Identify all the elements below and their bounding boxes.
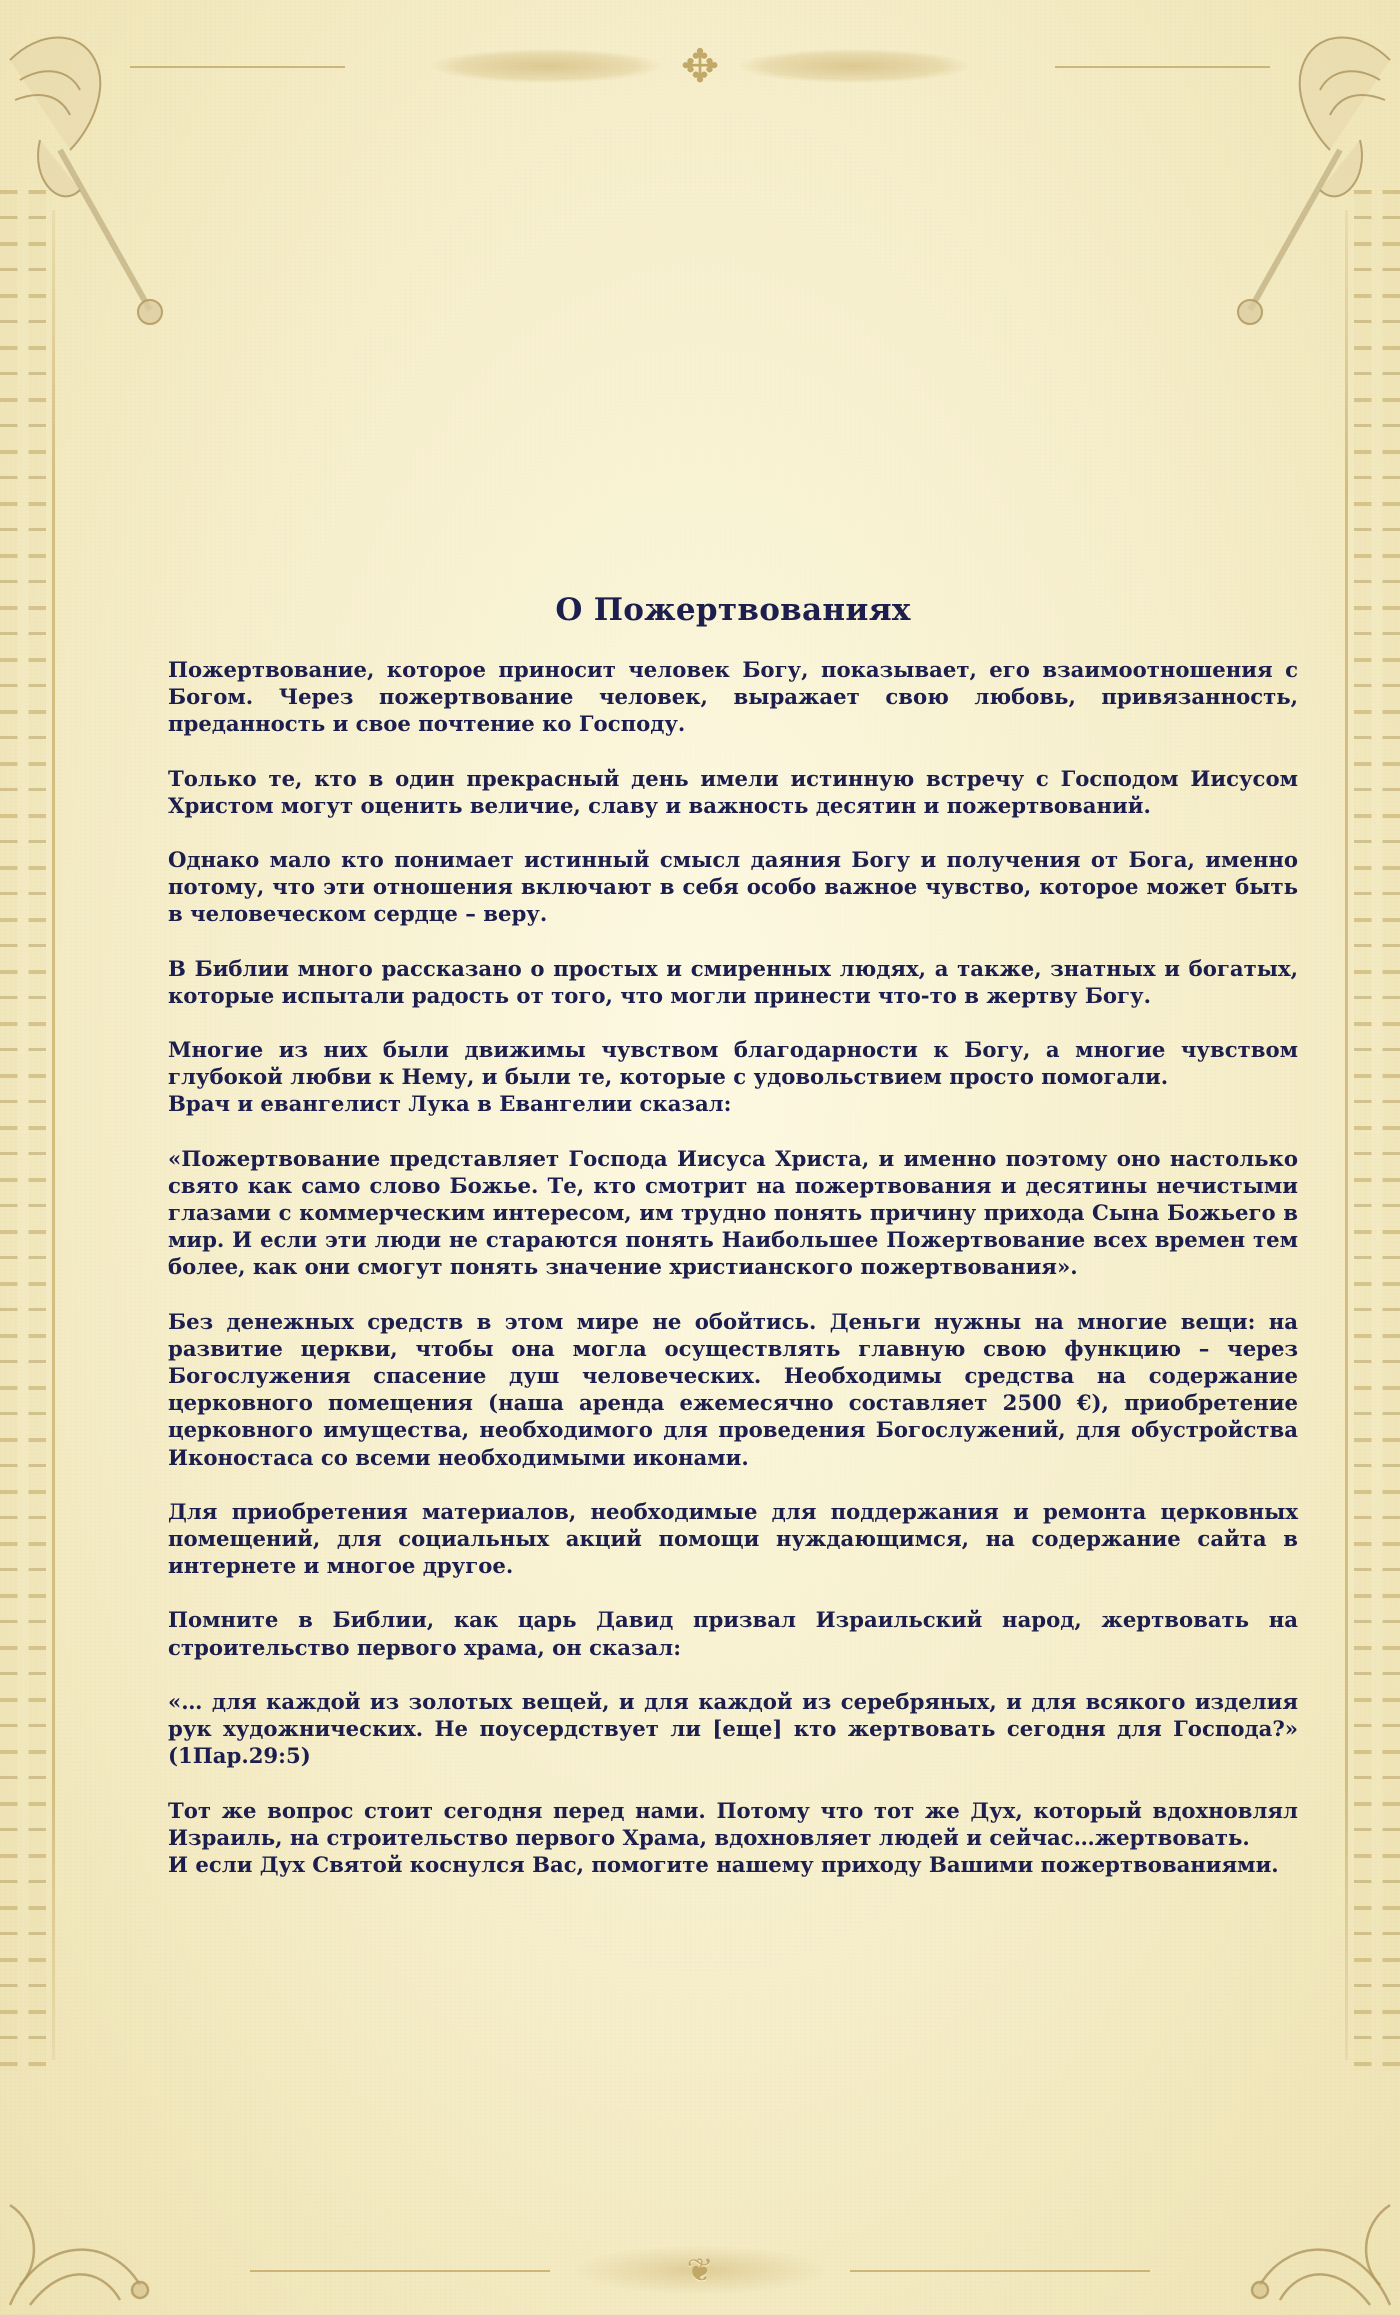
quote-paragraph: «… для каждой из золотых вещей, и для каждой из серебряных, и для всякого изделия рук художнических. Не поусердствует ли [еще] кто жертвовать сегодня для Господа?» (1Пар.29:5)	[168, 1688, 1298, 1769]
paragraph: Помните в Библии, как царь Давид призвал Израильский народ, жертвовать на строительство первого храма, он сказал:	[168, 1607, 1298, 1660]
vine-right-ornament	[739, 49, 969, 83]
bottom-rule-left	[250, 2270, 550, 2272]
paragraph: Только те, кто в один прекрасный день имели истинную встречу с Господом Иисусом Христом могут оценить величие, славу и важность десятин и пожертвований.	[168, 765, 1298, 818]
corner-flourish-icon	[0, 2085, 230, 2315]
frame-left-border	[0, 190, 46, 2070]
vine-left-ornament	[431, 49, 661, 83]
page-title: О Пожертвованиях	[555, 592, 911, 628]
fleur-cross-icon: ✥	[680, 39, 720, 93]
quote-paragraph: «Пожертвование представляет Господа Иисуса Христа, и именно поэтому оно настолько свято как само слово Божье. Те, кто смотрит на пожертвования и десятины нечистыми глазами с коммерческим интересом, им трудно понять причину прихода Сына Божьего в мир. И если эти люди не стараются понять Наибольшее Пожертвование всех времен тем более, как они смогут понять значение христианского пожертвования».	[168, 1145, 1298, 1280]
paragraph: Пожертвование, которое приносит человек Богу, показывает, его взаимоотношения с Богом. Через пожертвование человек, выражает свою любовь, привязанность, преданность и свое почтение ко Господу.	[168, 657, 1298, 737]
frame-left-line	[52, 210, 55, 2060]
paragraph: Тот же вопрос стоит сегодня перед нами. Потому что тот же Дух, который вдохновлял Израиль, на строительство первого Храма, вдохновляет людей и сейчас…жертвовать.	[168, 1797, 1298, 1850]
angel-trumpet-icon	[1210, 20, 1400, 330]
paragraph: Для приобретения материалов, необходимые для поддержания и ремонта церковных помещений, для социальных акций помощи нуждающимся, на содержание сайта в интернете и многое другое.	[168, 1498, 1298, 1579]
main-content	[168, 592, 1298, 1905]
bottom-ornament	[570, 2245, 830, 2295]
corner-flourish-icon	[1170, 2085, 1400, 2315]
top-ornament	[385, 30, 1015, 102]
closing-paragraph: И если Дух Святой коснулся Вас, помогите нашему приходу Вашими пожертвованиями.	[168, 1851, 1279, 1877]
bottom-rule-right	[850, 2270, 1150, 2272]
frame-right-border	[1354, 190, 1400, 2070]
paragraph: Однако мало кто понимает истинный смысл даяния Богу и получения от Бога, именно потому, что эти отношения включают в себя особо важное чувство, которое может быть в человеческом сердце – веру.	[168, 847, 1298, 927]
paragraph: Многие из них были движимы чувством благодарности к Богу, а многие чувством глубокой любви к Нему, и были те, которые с удовольствием просто помогали.	[168, 1037, 1298, 1090]
paragraph: В Библии много рассказано о простых и смиренных людях, а также, знатных и богатых, которые испытали радость от того, что могли принести что-то в жертву Богу.	[168, 955, 1298, 1008]
frame-right-line	[1345, 210, 1348, 2060]
flourish-icon: ❦	[686, 2251, 714, 2289]
paragraph: Врач и евангелист Лука в Евангелии сказал:	[168, 1091, 732, 1117]
angel-trumpet-icon	[0, 20, 190, 330]
paragraph: Без денежных средств в этом мире не обойтись. Деньги нужны на многие вещи: на развитие церкви, чтобы она могла осуществлять главную свою функцию – через Богослужения спасение душ человеческих. Необходимы средства на содержание церковного помещения (наша аренда ежемесячно составляет 2500 €), приобретение церковного имущества, необходимого для проведения Богослужений, для обустройства Иконостаса со всеми необходимыми иконами.	[168, 1308, 1298, 1470]
